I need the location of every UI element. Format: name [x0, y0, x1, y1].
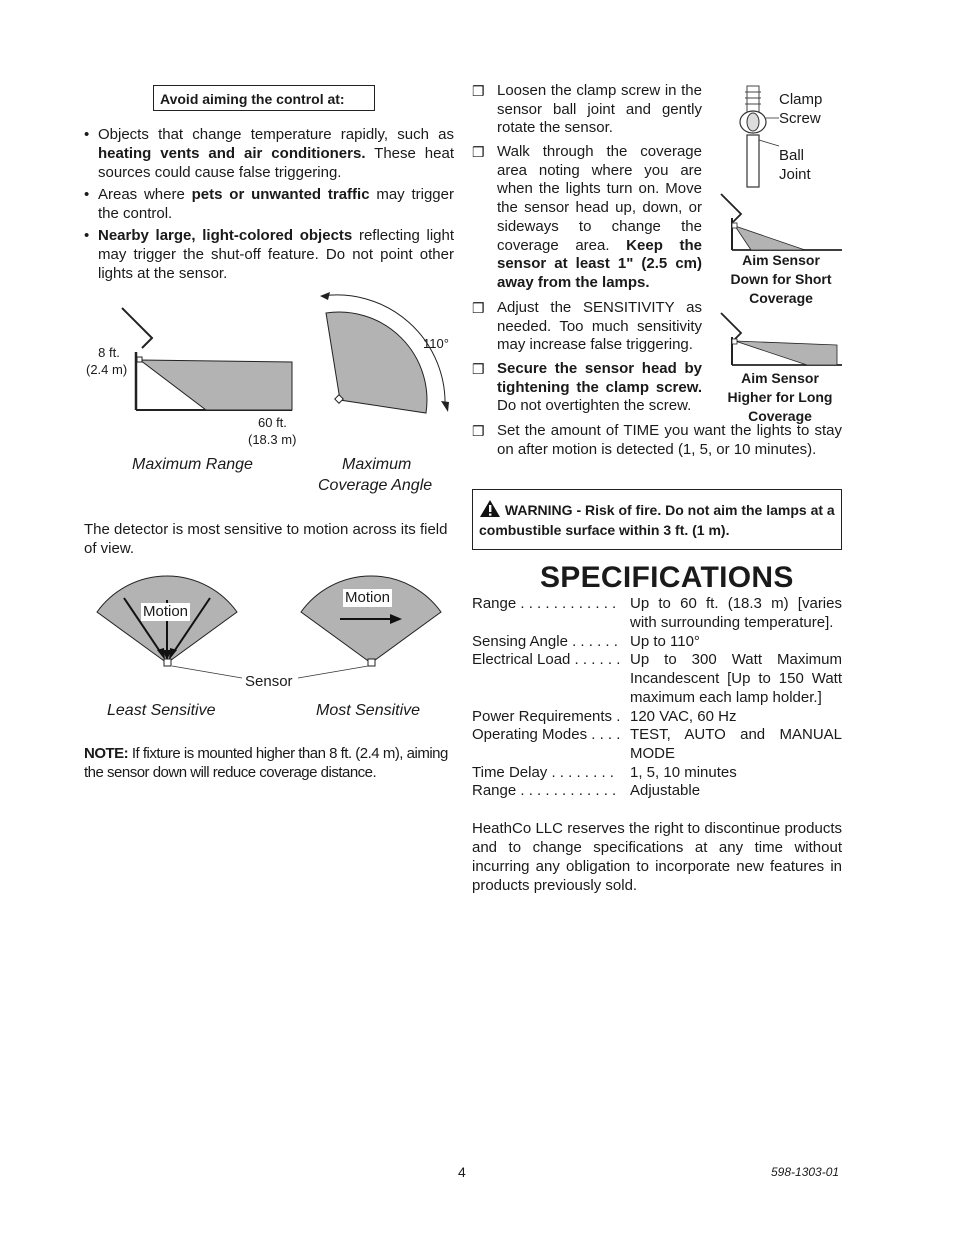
fire-warning-box: WARNING - Risk of fire. Do not aim the lamps at a combustible surface within 3 ft. (1 m).: [472, 489, 842, 550]
page-number: 4: [458, 1164, 466, 1180]
maximum-range-caption: Maximum Range: [132, 456, 253, 473]
disclaimer-paragraph: HeathCo LLC reserves the right to discontinue products and to change specifications at any time without incurring any obligation to incorporate new features in products previously sold.: [472, 820, 842, 894]
aim-down-caption: Aim Sensor Down for Short Coverage: [730, 252, 832, 306]
clamp-label: Clamp: [779, 91, 823, 108]
most-sensitive-caption: Most Sensitive: [316, 702, 421, 719]
coverage-angle-diagram: [310, 288, 460, 418]
document-code: 598-1303-01: [771, 1165, 840, 1179]
specifications-heading: SPECIFICATIONS: [540, 561, 794, 594]
avoid-aiming-box: Avoid aiming the control at:: [153, 85, 375, 111]
motion-label-right: Motion: [345, 589, 391, 606]
screw-label: Screw: [779, 110, 821, 127]
height-m-label: (2.4 m): [86, 362, 128, 377]
warning-icon: [479, 499, 501, 518]
height-ft-label: 8 ft.: [98, 345, 120, 360]
ball-label: Ball: [779, 147, 805, 164]
note-paragraph: NOTE: If fixture is mounted higher than 8 ft. (2.4 m), aiming the sensor down will reduce coverage distance.: [84, 745, 448, 781]
list-item: • Nearby large, light-colored objects reflecting light may trigger the shut-off feature. Do not point other lights at the sensor.: [84, 227, 455, 282]
aim-down-diagram: [715, 188, 845, 254]
aim-up-diagram: [715, 307, 845, 369]
motion-label-left: Motion: [143, 603, 189, 620]
sensor-label: Sensor: [245, 673, 293, 690]
aim-up-caption: Aim Sensor Higher for Long Coverage: [727, 370, 833, 424]
joint-label: Joint: [779, 166, 811, 183]
distance-ft-label: 60 ft.: [258, 415, 287, 430]
sensitivity-text: The detector is most sensitive to motion across its field of view.: [84, 521, 448, 557]
avoid-bullet-list: [84, 125, 454, 286]
least-sensitive-caption: Least Sensitive: [107, 702, 216, 719]
angle-label: 110°: [423, 336, 449, 351]
distance-m-label: (18.3 m): [248, 432, 297, 447]
coverage-caption-line2: Coverage Angle: [318, 477, 433, 494]
list-item: • Areas where pets or unwanted traffic may trigger the control.: [84, 186, 454, 222]
coverage-caption-line1: Maximum: [342, 456, 412, 473]
list-item: • Objects that change temperature rapidly, such as heating vents and air conditioners. These heat sources could cause false triggering.: [84, 126, 454, 181]
